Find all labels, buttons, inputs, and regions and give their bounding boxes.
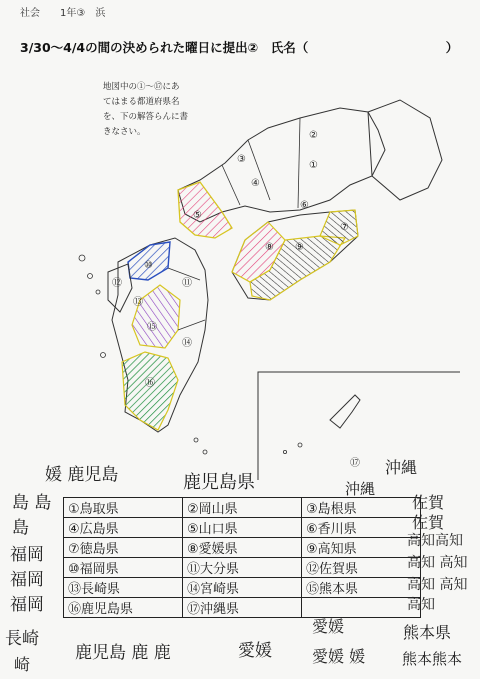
table-row bbox=[64, 498, 421, 518]
instruction-line: てはまる都道府県名 bbox=[103, 97, 180, 107]
scribble: 高知 高知 bbox=[407, 577, 468, 593]
yamaguchi-shape bbox=[178, 182, 232, 238]
map-label-2: ② bbox=[309, 130, 318, 141]
scribble: 沖縄 bbox=[345, 480, 376, 498]
answer-cell[interactable]: ⑨高知県 bbox=[302, 538, 421, 558]
scribble: 愛媛 媛 bbox=[312, 647, 366, 666]
answer-cell[interactable]: ⑩福岡県 bbox=[64, 558, 183, 578]
map-label-11: ⑪ bbox=[182, 278, 192, 289]
answer-cell[interactable]: ⑦徳島県 bbox=[64, 538, 183, 558]
map-label-16: ⑯ bbox=[145, 378, 155, 389]
answer-cell[interactable]: ⑭宮崎県 bbox=[183, 578, 302, 598]
scribble: 島 bbox=[12, 518, 29, 538]
answer-cell[interactable]: ②岡山県 bbox=[183, 498, 302, 518]
scribble: 熊本県 bbox=[403, 623, 452, 642]
map-label-7: ⑦ bbox=[340, 222, 349, 233]
okinawa-island bbox=[330, 395, 360, 428]
table-row bbox=[64, 598, 421, 618]
answer-cell[interactable]: ①鳥取県 bbox=[64, 498, 183, 518]
instruction-line: きなさい。 bbox=[103, 127, 146, 137]
table-row bbox=[64, 558, 421, 578]
answer-cell[interactable]: ⑥香川県 bbox=[302, 518, 421, 538]
scribble: 媛 鹿児島 bbox=[45, 465, 119, 485]
scribble: 福岡 bbox=[10, 545, 44, 565]
map-label-6: ⑥ bbox=[300, 200, 309, 211]
assignment-title: 3/30〜4/4の間の決められた曜日に提出② 氏名（ ） bbox=[20, 40, 459, 55]
map-label-13: ⑬ bbox=[133, 297, 143, 308]
table-row bbox=[64, 518, 421, 538]
map-label-9: ⑨ bbox=[295, 242, 304, 253]
answer-cell[interactable]: ⑬長崎県 bbox=[64, 578, 183, 598]
kagoshima-shape bbox=[122, 352, 178, 430]
scribble: 愛媛 bbox=[238, 641, 272, 661]
table-row bbox=[64, 538, 421, 558]
map-label-8: ⑧ bbox=[265, 242, 274, 253]
kumamoto-shape bbox=[132, 285, 180, 348]
map-label-4: ④ bbox=[251, 178, 260, 189]
instruction-line: 地図中の①〜⑰にあ bbox=[103, 82, 180, 92]
map-label-12: ⑫ bbox=[112, 278, 122, 289]
answer-cell[interactable]: ⑪大分県 bbox=[183, 558, 302, 578]
map-label-3: ③ bbox=[237, 154, 246, 165]
map-label-10: ⑩ bbox=[144, 260, 153, 271]
instruction-line: を、下の解答らんに書 bbox=[103, 112, 189, 122]
scribble: 高知高知 bbox=[407, 533, 463, 549]
answer-cell[interactable]: ⑤山口県 bbox=[183, 518, 302, 538]
scribble: 高知 bbox=[407, 597, 435, 613]
kinki-outline bbox=[368, 100, 442, 200]
scribble: 熊本熊本 bbox=[402, 650, 463, 668]
scribble: 福岡 bbox=[10, 570, 44, 590]
scribble: 沖縄 bbox=[385, 458, 418, 477]
scribble: 愛媛 bbox=[312, 617, 345, 636]
answer-cell[interactable]: ⑯鹿児島県 bbox=[64, 598, 183, 618]
scribble: 崎 bbox=[14, 655, 31, 674]
scribble: 高知 高知 bbox=[407, 555, 468, 571]
scribble: 佐賀 bbox=[412, 513, 445, 532]
answer-cell[interactable] bbox=[302, 598, 421, 618]
answer-table bbox=[63, 497, 421, 618]
map-label-1: ① bbox=[309, 160, 318, 171]
answer-cell[interactable]: ⑮熊本県 bbox=[302, 578, 421, 598]
table-row bbox=[64, 578, 421, 598]
header-subject-line: 社会 1年③ 浜 bbox=[20, 8, 106, 19]
answer-cell[interactable]: ⑰沖縄県 bbox=[183, 598, 302, 618]
scribble: 鹿児島県 bbox=[183, 472, 255, 493]
answer-cell[interactable]: ③島根県 bbox=[302, 498, 421, 518]
answer-cell[interactable]: ⑫佐賀県 bbox=[302, 558, 421, 578]
scribble: 島 島 bbox=[12, 493, 52, 513]
scribble: 佐賀 bbox=[412, 493, 445, 512]
answer-cell[interactable]: ⑧愛媛県 bbox=[183, 538, 302, 558]
scribble: 鹿児島 鹿 鹿 bbox=[75, 643, 171, 663]
map-label-14: ⑭ bbox=[182, 338, 192, 349]
map-label-17: ⑰ bbox=[350, 458, 360, 469]
scribble: 福岡 bbox=[10, 595, 44, 615]
map-label-5: ⑤ bbox=[193, 210, 202, 221]
scribble: 長崎 bbox=[5, 629, 39, 649]
map-label-15: ⑮ bbox=[147, 322, 157, 333]
answer-cell[interactable]: ④広島県 bbox=[64, 518, 183, 538]
